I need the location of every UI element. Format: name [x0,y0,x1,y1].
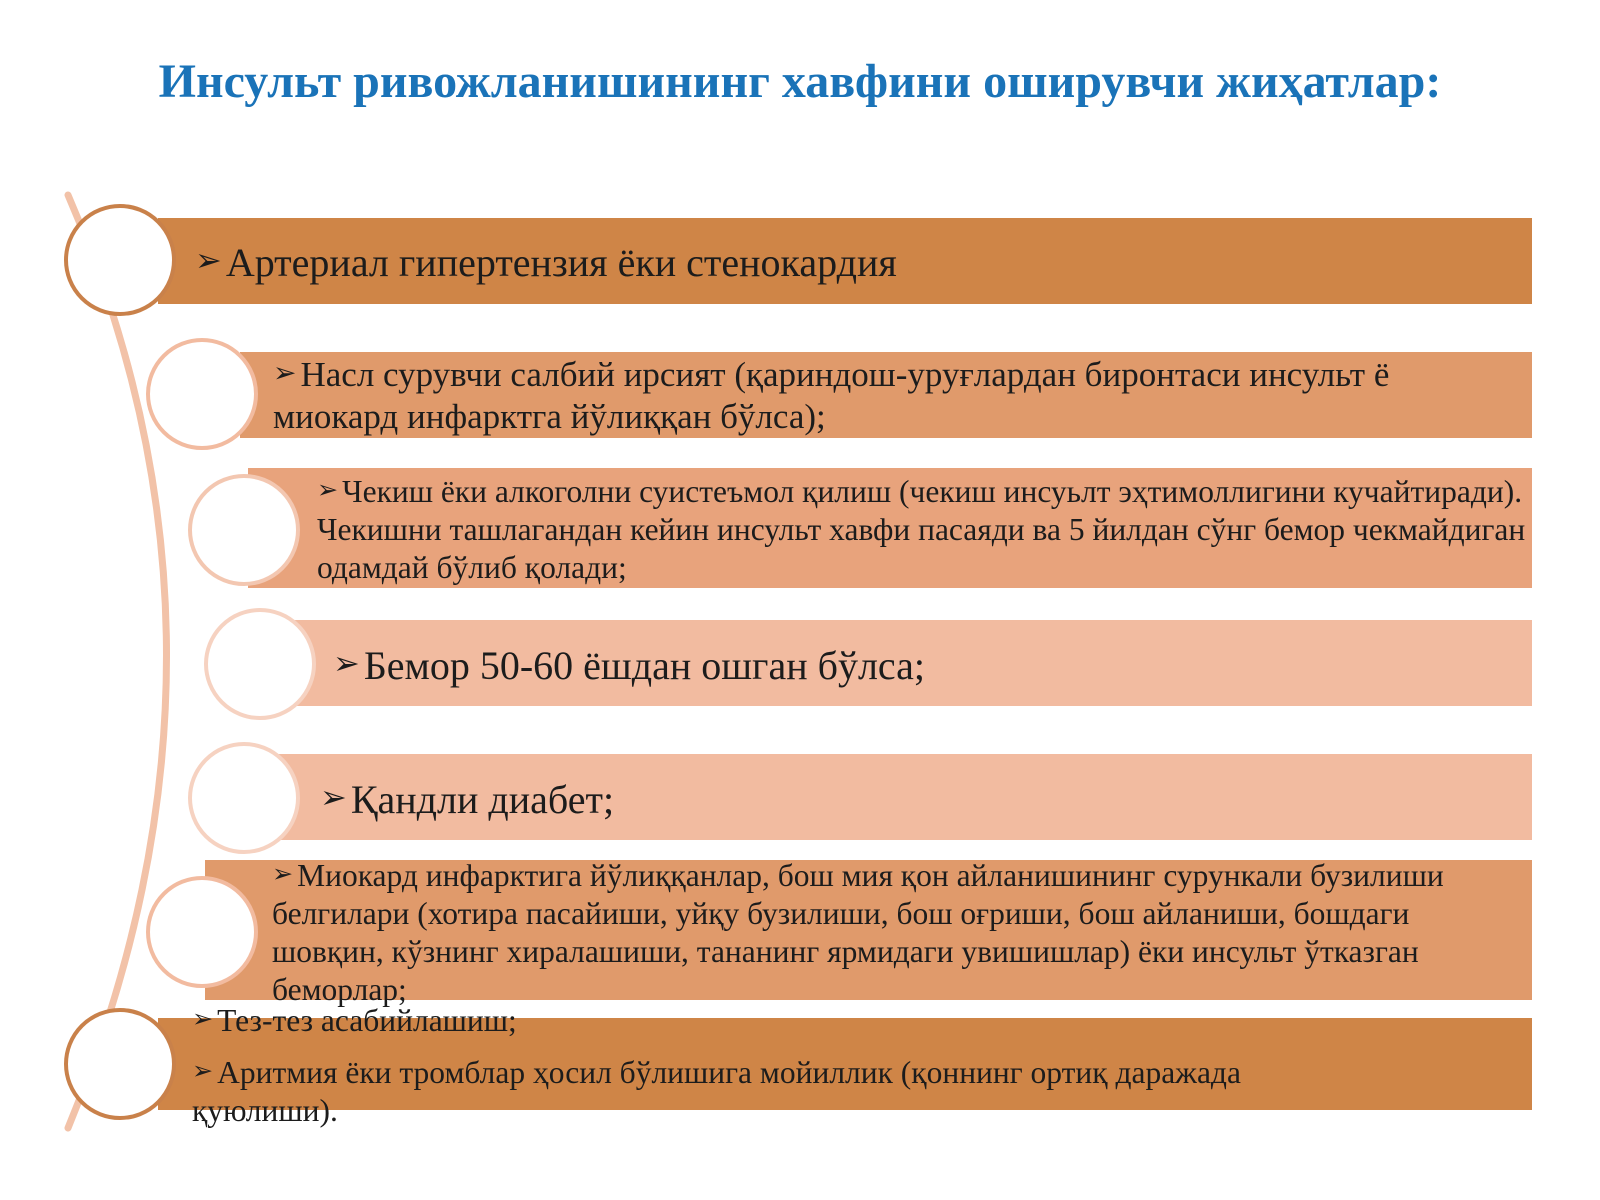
item-label-2: Насл сурувчи салбий ирсият (қариндош-уруғлардан биронтаси инсульт ё миокард инфарктга йўлиққан бўлса); [273,355,1390,437]
bullet-arrow-icon: ➢ [272,859,294,888]
item-text-2 [273,352,1523,438]
item-circle-2 [146,338,258,450]
item-text-3 [317,471,1527,587]
item-7-line-b [192,1052,1392,1130]
item-circle-7 [64,1008,176,1120]
item-circle-1 [64,204,176,316]
item-label-7b: Аритмия ёки тромблар ҳосил бўлишига мойиллик (қоннинг ортиқ даражада қуюлиши). [192,1054,1241,1128]
slide-title: Инсульт ривожланишининг хавфини оширувчи жиҳатлар: [158,55,1442,108]
item-circle-3 [188,474,300,586]
item-circle-4 [204,608,316,720]
bullet-arrow-icon: ➢ [192,1004,214,1033]
bullet-arrow-icon: ➢ [317,475,339,504]
bullet-arrow-icon: ➢ [195,241,222,279]
item-text-5 [320,771,1510,826]
item-label-3: Чекиш ёки алкоголни суистеъмол қилиш (чекиш инсуьлт эҳтимоллигини кучайтиради). Чекишни ташлагандан кейин инсульт хавфи пасаяди ва 5 йилдан сўнг бемор чекмайдиган одамдай бўлиб қолади; [317,473,1526,585]
item-label-6: Миокард инфарктига йўлиққанлар, бош мия қон айланишининг сурункали бузилиши белгилари (хотира пасайиши, уйқу бузилиши, бош оғриши, бош айланиши, бошдаги шовқин, кўзнинг хиралашиши, тананинг ярмидаги увишишлар) ёки инсульт ўтказган беморлар; [272,857,1444,1007]
bullet-arrow-icon: ➢ [192,1055,214,1085]
item-circle-6 [146,876,258,988]
item-circle-5 [188,742,300,854]
item-text-4 [333,637,1513,692]
bullet-arrow-icon: ➢ [320,778,347,816]
bullet-arrow-icon: ➢ [333,644,360,682]
item-text-1 [195,234,1515,289]
item-7-line-a [192,1000,1392,1040]
item-text-6 [272,855,1452,1009]
item-label-4: Бемор 50-60 ёшдан ошган бўлса; [363,642,926,688]
bullet-arrow-icon: ➢ [273,356,297,389]
item-text-7 [192,1000,1392,1130]
item-label-1: Артериал гипертензия ёки стенокардия [225,239,897,285]
item-label-5: Қандли диабет; [350,776,615,822]
item-label-7a: Тез-тез асабийлашиш; [217,1002,517,1038]
